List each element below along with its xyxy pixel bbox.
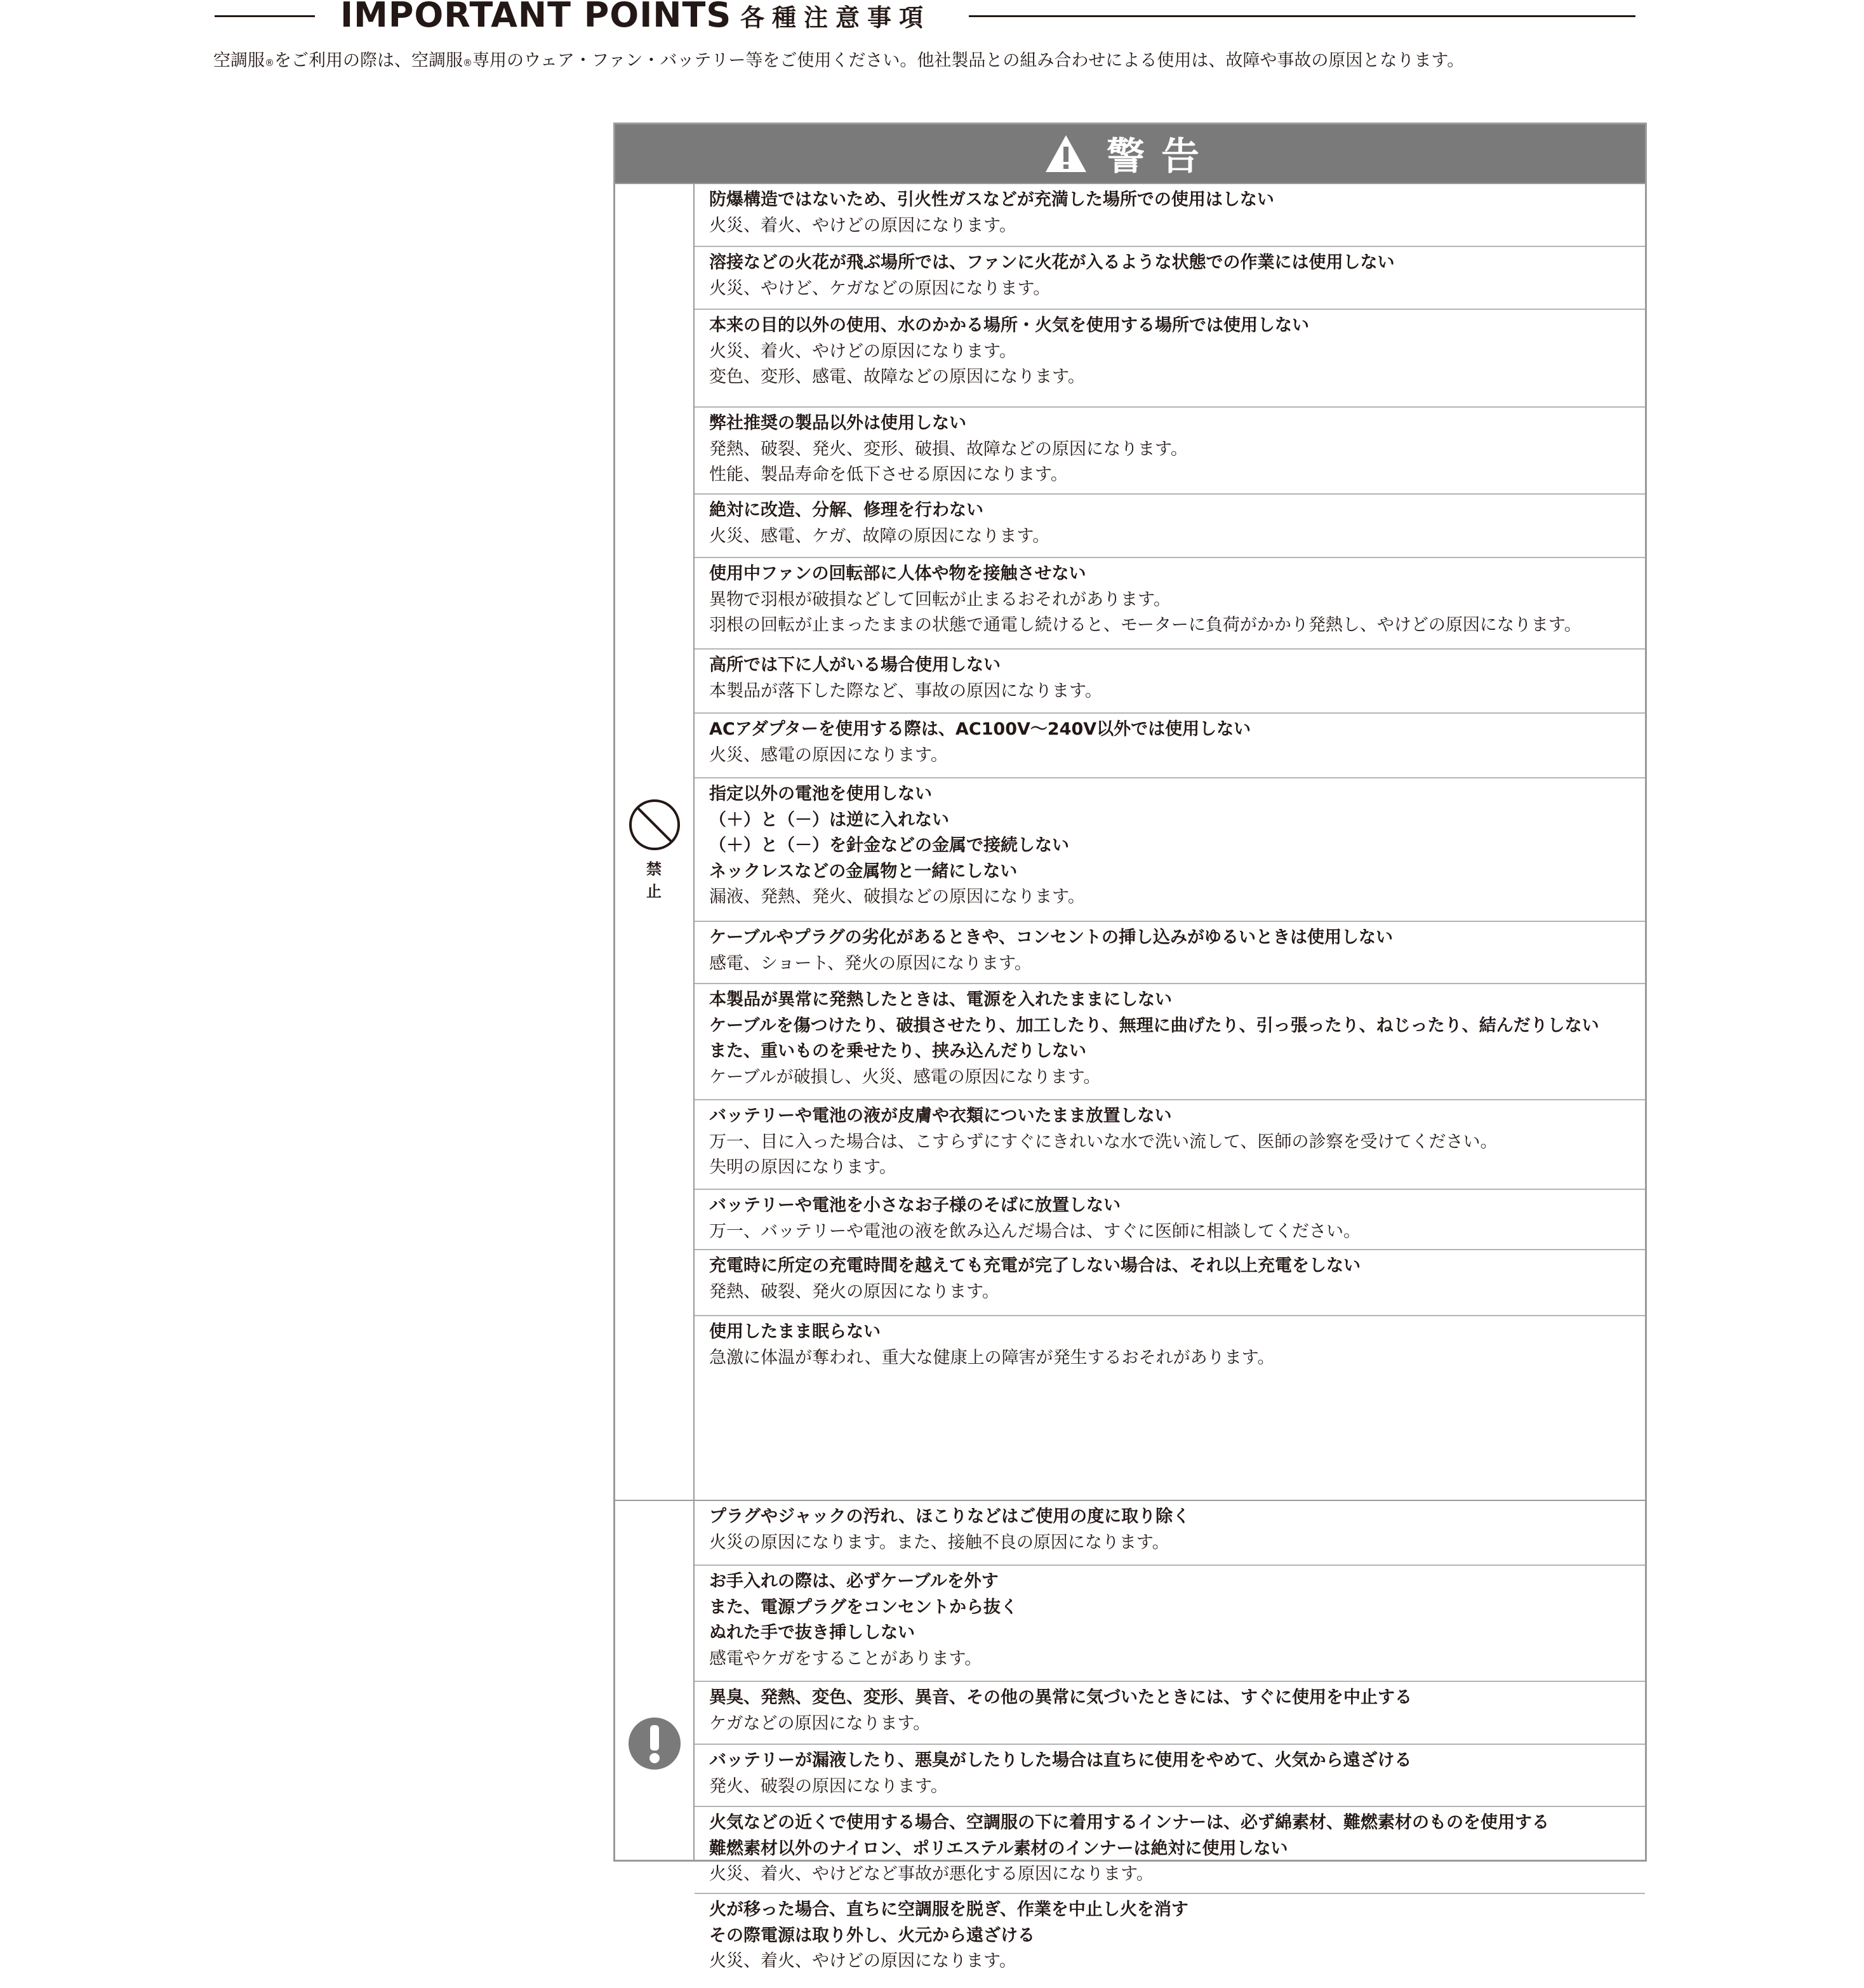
- warning-item: [695, 777, 1645, 921]
- item-note: 火災の原因になります。また、接触不良の原因になります。: [709, 1532, 1169, 1552]
- item-note: 本製品が落下した際など、事故の原因になります。: [709, 681, 1102, 701]
- item-heading: 本来の目的以外の使用、水のかかる場所・火気を使用する場所では使用しない: [709, 316, 1309, 335]
- warning-item: [695, 1189, 1645, 1249]
- item-heading: バッテリーや電池の液が皮膚や衣類についたまま放置しない: [709, 1106, 1172, 1126]
- header-rule-left: [215, 15, 315, 17]
- intro-text: [213, 48, 1801, 76]
- item-note: 失明の原因になります。: [709, 1157, 896, 1177]
- warning-item: [695, 1249, 1645, 1315]
- warning-item: [695, 1315, 1645, 1381]
- item-heading: その際電源は取り外し、火元から遠ざける: [709, 1925, 1035, 1945]
- item-heading: お手入れの際は、必ずケーブルを外す: [709, 1571, 999, 1591]
- item-heading: 使用中ファンの回転部に人体や物を接触させない: [709, 564, 1086, 584]
- item-heading: 溶接などの火花が飛ぶ場所では、ファンに火花が入るような状態での作業には使用しない: [709, 253, 1395, 272]
- warning-item: [695, 1564, 1645, 1681]
- mandatory-items: [695, 1501, 1645, 1971]
- item-note: 異物で羽根が破損などして回転が止まるおそれがあります。: [709, 589, 1171, 610]
- prohibit-mark: [627, 798, 682, 901]
- item-heading: ケーブルやプラグの劣化があるときや、コンセントの挿し込みがゆるいときは使用しない: [709, 928, 1394, 947]
- item-note: 発熱、破裂、発火の原因になります。: [709, 1281, 999, 1302]
- warning-header: [615, 124, 1645, 183]
- item-heading: プラグやジャックの汚れ、ほこりなどはご使用の度に取り除く: [709, 1507, 1190, 1526]
- item-note: 感電やケガをすることがあります。: [709, 1648, 982, 1669]
- warning-item: [695, 648, 1645, 712]
- prohibit-circle-icon: [628, 798, 681, 851]
- item-heading: 異臭、発熱、変色、変形、異音、その他の異常に気づいたときには、すぐに使用を中止する: [709, 1688, 1412, 1707]
- item-note: 万一、バッテリーや電池の液を飲み込んだ場合は、すぐに医師に相談してください。: [709, 1221, 1361, 1241]
- warning-item: [695, 1806, 1645, 1893]
- item-note: 漏液、発熱、発火、破損などの原因になります。: [709, 887, 1085, 907]
- warning-item: [695, 493, 1645, 557]
- warning-item: [695, 184, 1645, 246]
- item-heading: バッテリーが漏液したり、悪臭がしたりした場合は直ちに使用をやめて、火気から遠ざける: [709, 1751, 1412, 1770]
- registered-mark: ®: [463, 57, 472, 69]
- intro-part: 専用のウェア・ファン・バッテリー等をご使用ください。他社製品との組み合わせによる使用は、故障や事故の原因となります。: [472, 51, 1465, 70]
- exclamation-circle-icon: [627, 1716, 682, 1771]
- prohibit-label: 禁止: [646, 860, 674, 900]
- item-note: 火災、着火、やけどなど事故が悪化する原因になります。: [709, 1864, 1154, 1884]
- item-note: 火災、着火、やけどの原因になります。: [709, 215, 1016, 236]
- item-heading: 指定以外の電池を使用しない: [709, 784, 932, 804]
- warning-item: [695, 309, 1645, 406]
- warning-item: [695, 557, 1645, 648]
- mandatory-icon-cell: [615, 1501, 695, 1861]
- warning-triangle-icon: [1044, 134, 1088, 173]
- header-rule-right: [969, 15, 1635, 17]
- item-note: 性能、製品寿命を低下させる原因になります。: [709, 465, 1068, 484]
- warning-item: [695, 921, 1645, 983]
- item-heading: 使用したまま眠らない: [709, 1322, 881, 1342]
- item-heading: 火が移った場合、直ちに空調服を脱ぎ、作業を中止し火を消す: [709, 1900, 1188, 1919]
- page-title: IMPORTANT POINTS: [340, 0, 732, 35]
- warning-item: [695, 1893, 1645, 1988]
- item-heading: 弊社推奨の製品以外は使用しない: [709, 413, 966, 433]
- item-note: 火災、やけど、ケガなどの原因になります。: [709, 278, 1051, 298]
- warning-item: [695, 1744, 1645, 1806]
- item-heading: ぬれた手で抜き挿ししない: [709, 1623, 915, 1643]
- prohibited-items: [695, 184, 1645, 1501]
- warning-title: 警告: [1107, 135, 1216, 179]
- warning-item: [695, 246, 1645, 309]
- page-subtitle: 各種注意事項: [740, 4, 931, 32]
- item-heading: バッテリーや電池を小さなお子様のそばに放置しない: [709, 1196, 1121, 1215]
- item-note: 感電、ショート、発火の原因になります。: [709, 953, 1032, 973]
- item-heading: 防爆構造ではないため、引火性ガスなどが充満した場所での使用はしない: [709, 190, 1274, 210]
- item-note: 火災、着火、やけどの原因になります。: [709, 341, 1016, 361]
- item-note: 火災、感電の原因になります。: [709, 745, 948, 765]
- item-heading: ネックレスなどの金属物と一緒にしない: [709, 861, 1018, 881]
- item-note: 火災、感電、ケガ、故障の原因になります。: [709, 526, 1050, 546]
- warning-item: [695, 406, 1645, 493]
- prohibited-section: [615, 183, 1645, 1501]
- item-note: 急激に体温が奪われ、重大な健康上の障害が発生するおそれがあります。: [709, 1347, 1275, 1368]
- page-header: [0, 0, 1864, 38]
- prohibited-icon-cell: [615, 184, 695, 1501]
- mandatory-mark: [627, 1716, 682, 1771]
- mandatory-section: [615, 1500, 1645, 1971]
- item-heading: （＋）と（－）は逆に入れない: [709, 810, 949, 830]
- item-note: 火災、着火、やけどの原因になります。: [709, 1951, 1016, 1971]
- item-note: 万一、目に入った場合は、こすらずにすぐにきれいな水で洗い流して、医師の診察を受けてください。: [709, 1131, 1498, 1152]
- warning-item: [695, 1501, 1645, 1564]
- item-note: 羽根の回転が止まったままの状態で通電し続けると、モーターに負荷がかかり発熱し、やけどの原因になります。: [709, 615, 1581, 635]
- item-note: 変色、変形、感電、故障などの原因になります。: [709, 367, 1085, 387]
- item-heading: 絶対に改造、分解、修理を行わない: [709, 500, 983, 520]
- item-heading: 本製品が異常に発熱したときは、電源を入れたままにしない: [709, 990, 1172, 1010]
- item-heading: また、重いものを乗せたり、挟み込んだりしない: [709, 1041, 1086, 1061]
- warning-table: [613, 123, 1647, 1971]
- warning-item: [695, 1681, 1645, 1744]
- item-note: 発熱、破裂、発火、変形、破損、故障などの原因になります。: [709, 439, 1188, 459]
- warning-item: [695, 1099, 1645, 1189]
- item-heading: 充電時に所定の充電時間を越えても充電が完了しない場合は、それ以上充電をしない: [709, 1256, 1361, 1276]
- registered-mark: ®: [265, 57, 274, 69]
- intro-part: 空調服: [213, 51, 265, 70]
- item-heading: 高所では下に人がいる場合使用しない: [709, 655, 1001, 675]
- item-note: ケーブルが破損し、火災、感電の原因になります。: [709, 1067, 1101, 1087]
- item-heading: ケーブルを傷つけたり、破損させたり、加工したり、無理に曲げたり、引っ張ったり、ねじったり、結んだりしない: [709, 1015, 1599, 1036]
- warning-item: [695, 712, 1645, 777]
- item-heading: 難燃素材以外のナイロン、ポリエステル素材のインナーは絶対に使用しない: [709, 1838, 1288, 1858]
- item-heading: また、電源プラグをコンセントから抜く: [709, 1597, 1018, 1617]
- warning-item: [695, 983, 1645, 1099]
- item-note: 発火、破裂の原因になります。: [709, 1776, 948, 1796]
- item-heading: （＋）と（－）を針金などの金属で接続しない: [709, 836, 1069, 855]
- item-heading: 火気などの近くで使用する場合、空調服の下に着用するインナーは、必ず綿素材、難燃素材のものを使用する: [709, 1813, 1549, 1832]
- intro-part: をご利用の際は、空調服: [274, 51, 463, 70]
- item-heading: ACアダプターを使用する際は、AC100V〜240V以外では使用しない: [709, 719, 1251, 739]
- item-note: ケガなどの原因になります。: [709, 1713, 931, 1733]
